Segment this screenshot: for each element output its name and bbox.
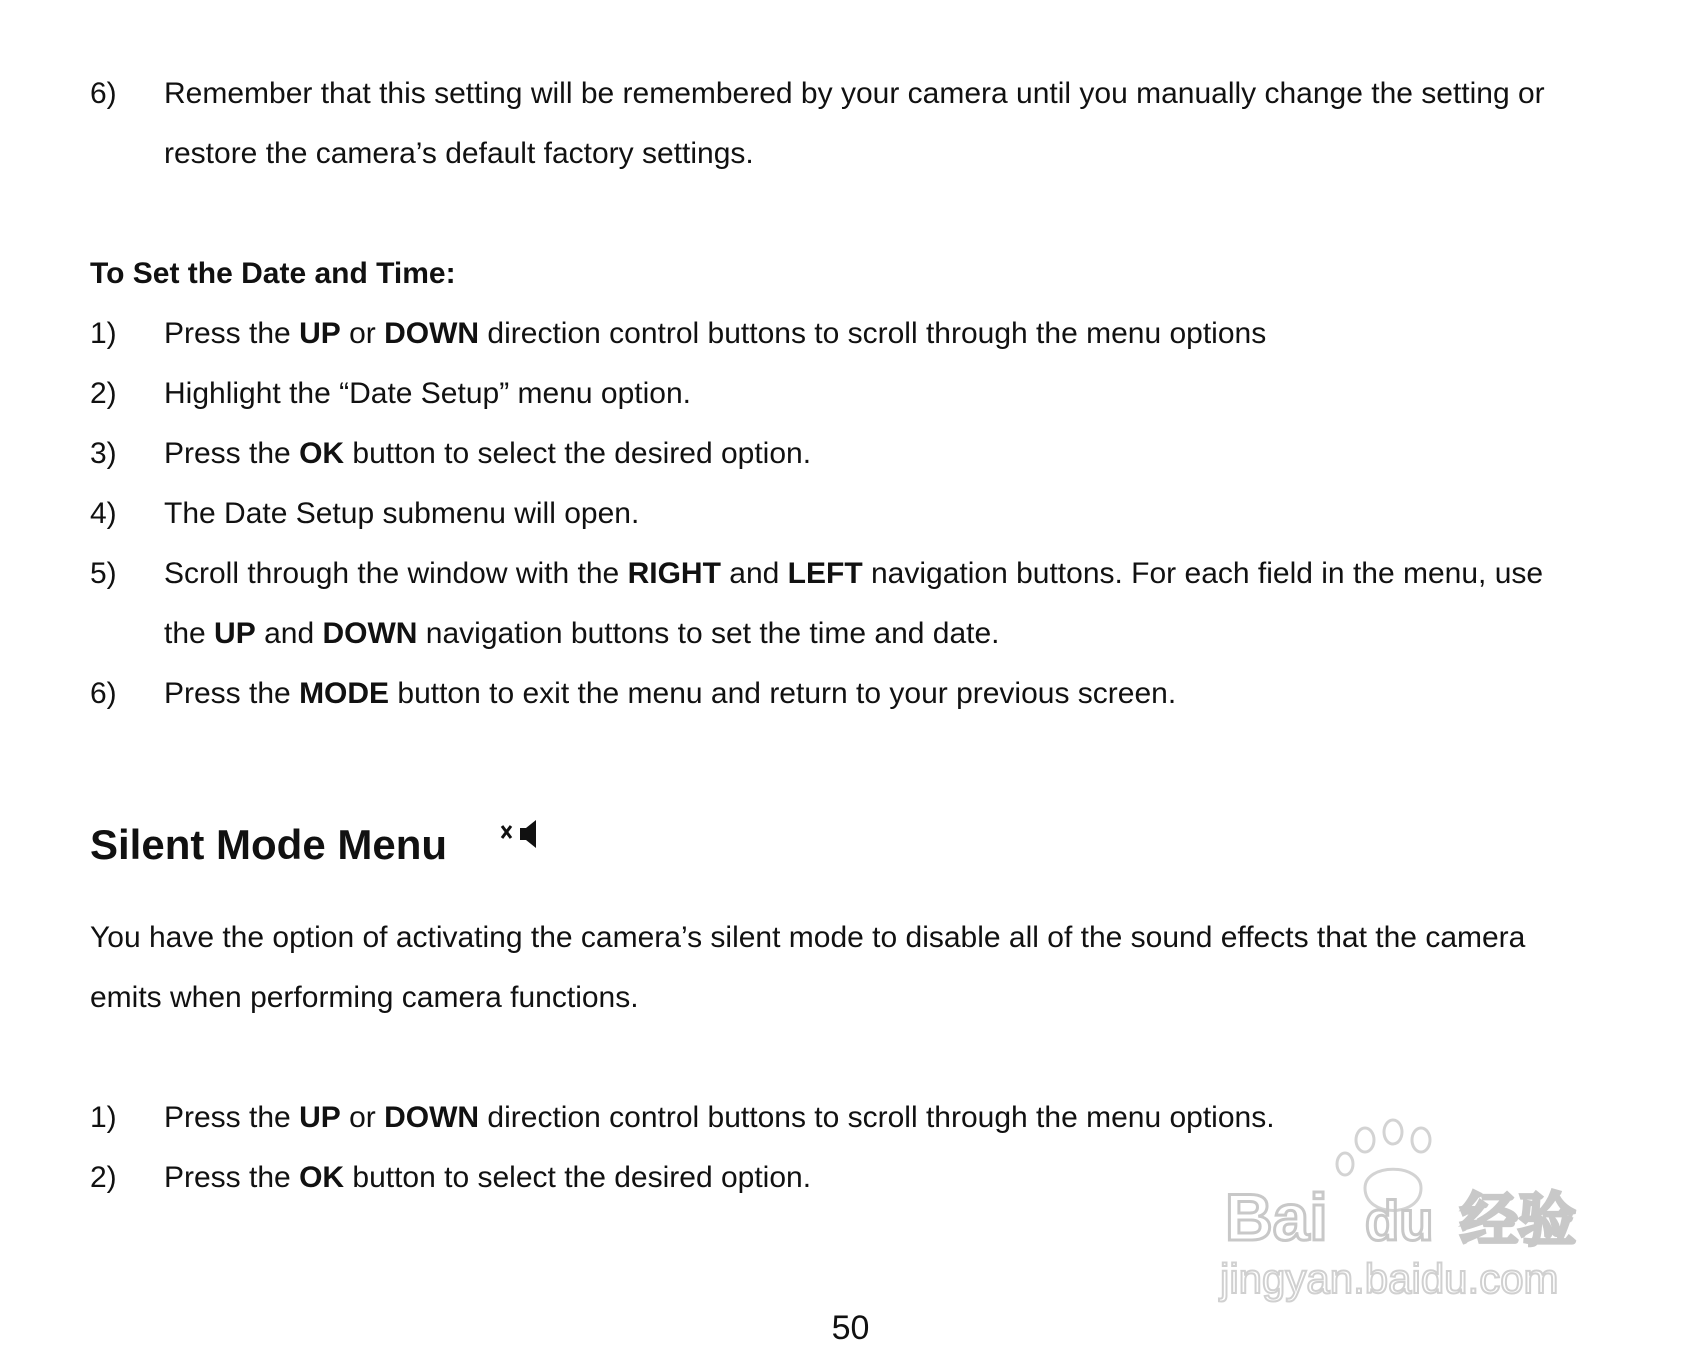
step-text: Press the UP or DOWN direction control buttons to scroll through the menu options xyxy=(164,317,1267,350)
section-heading: Silent Mode Menu xyxy=(90,821,447,868)
step-text: the UP and DOWN navigation buttons to set the time and date. xyxy=(164,617,1000,650)
body-paragraph: You have the option of activating the camera’s silent mode to disable all of the sound effects that the camera xyxy=(90,921,1526,954)
step-number: 5) xyxy=(90,557,117,590)
step-text: restore the camera’s default factory settings. xyxy=(164,137,754,170)
step-number: 6) xyxy=(90,77,117,110)
step-number: 4) xyxy=(90,497,117,530)
step-text: Press the OK button to select the desired option. xyxy=(164,437,812,470)
step-text: Press the UP or DOWN direction control buttons to scroll through the menu options. xyxy=(164,1101,1275,1134)
step-number: 2) xyxy=(90,377,117,410)
step-number: 3) xyxy=(90,437,117,470)
svg-text:jingyan.baidu.com: jingyan.baidu.com xyxy=(1220,1255,1559,1302)
baidu-watermark xyxy=(1215,1118,1615,1308)
step-text: Press the OK button to select the desired option. xyxy=(164,1161,812,1194)
body-paragraph: emits when performing camera functions. xyxy=(90,981,639,1014)
svg-text:经验: 经验 xyxy=(1460,1186,1577,1254)
step-text: Press the MODE button to exit the menu and return to your previous screen. xyxy=(164,677,1177,710)
step-number: 2) xyxy=(90,1161,117,1194)
step-number: 1) xyxy=(90,317,117,350)
step-text: Scroll through the window with the RIGHT and LEFT navigation buttons. For each field in the menu, use xyxy=(164,557,1544,590)
step-text: The Date Setup submenu will open. xyxy=(164,497,640,530)
step-number: 6) xyxy=(90,677,117,710)
step-text: Highlight the “Date Setup” menu option. xyxy=(164,377,691,410)
step-number: 1) xyxy=(90,1101,117,1134)
svg-text:Bai: Bai xyxy=(1225,1180,1328,1254)
section-subheading: To Set the Date and Time: xyxy=(90,257,456,290)
step-text: Remember that this setting will be remembered by your camera until you manually change the setting or xyxy=(164,77,1545,110)
page-number: 50 xyxy=(831,1309,870,1347)
speaker-muted-icon xyxy=(500,818,544,854)
svg-text:du: du xyxy=(1365,1189,1434,1252)
